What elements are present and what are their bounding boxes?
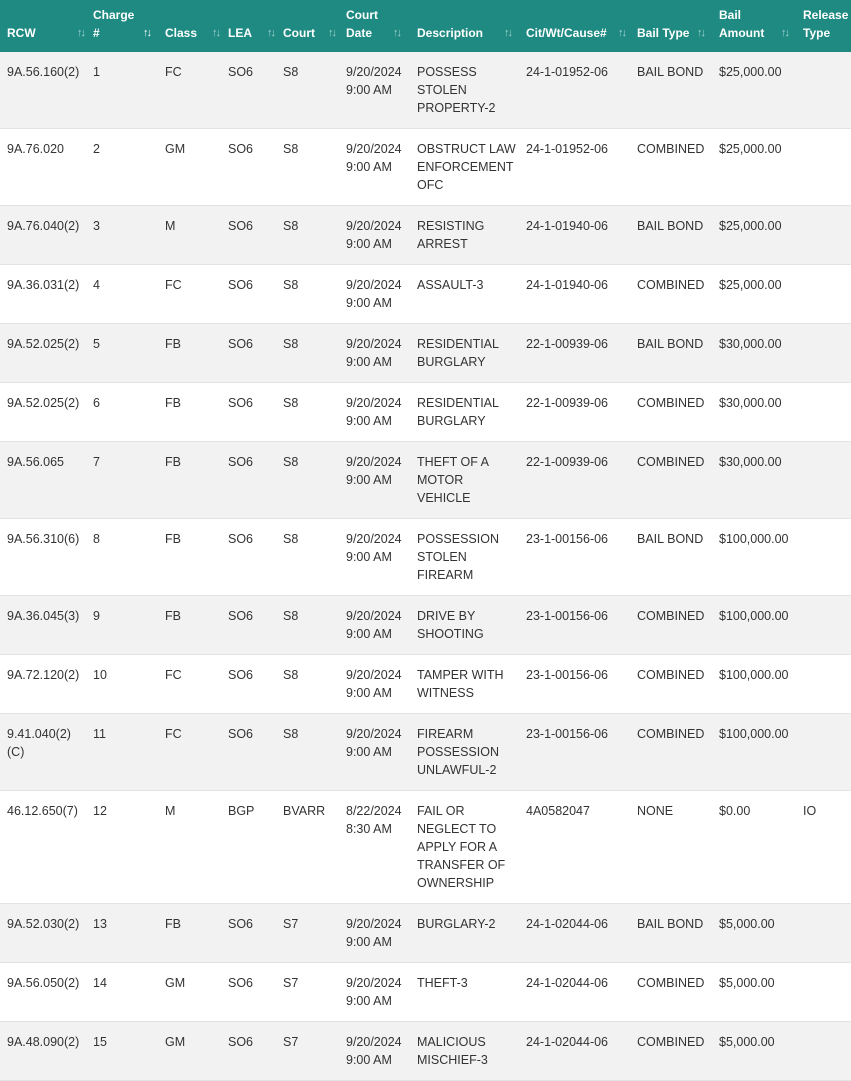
table-row <box>0 963 851 1022</box>
cell-charge: 5 <box>86 324 158 383</box>
cell-lea: SO6 <box>221 383 276 442</box>
cell-rcw: 46.12.650(7) <box>0 791 86 904</box>
sort-icon[interactable]: ↑↓ <box>781 27 788 39</box>
cell-description: FIREARM POSSESSION UNLAWFUL-2 <box>410 714 519 791</box>
cell-court-date: 9/20/2024 9:00 AM <box>339 1022 410 1081</box>
cell-rcw: 9A.76.040(2) <box>0 206 86 265</box>
sort-icon[interactable]: ↑↓ <box>618 27 625 39</box>
cell-release-type <box>796 383 851 442</box>
cell-court-date: 9/20/2024 9:00 AM <box>339 904 410 963</box>
cell-class: FC <box>158 52 221 129</box>
cell-court-date: 9/20/2024 9:00 AM <box>339 206 410 265</box>
cell-bail-amount: $25,000.00 <box>712 265 796 324</box>
cell-court: S8 <box>276 324 339 383</box>
cell-bail-amount: $30,000.00 <box>712 442 796 519</box>
table-row <box>0 265 851 324</box>
sort-icon[interactable]: ↑↓ <box>267 27 274 39</box>
cell-bail-type: COMBINED <box>630 383 712 442</box>
column-header-cit[interactable] <box>519 0 630 52</box>
cell-rcw: 9A.52.025(2) <box>0 324 86 383</box>
cell-description: POSSESS STOLEN PROPERTY-2 <box>410 52 519 129</box>
cell-lea: SO6 <box>221 129 276 206</box>
table-row <box>0 52 851 129</box>
cell-lea: BGP <box>221 791 276 904</box>
table-row <box>0 791 851 904</box>
cell-rcw: 9A.36.031(2) <box>0 265 86 324</box>
cell-description: MALICIOUS MISCHIEF-3 <box>410 1022 519 1081</box>
table-row <box>0 714 851 791</box>
cell-description: DRIVE BY SHOOTING <box>410 596 519 655</box>
cell-release-type <box>796 596 851 655</box>
cell-rcw: 9A.52.030(2) <box>0 904 86 963</box>
cell-rcw: 9A.36.045(3) <box>0 596 86 655</box>
cell-release-type <box>796 206 851 265</box>
cell-description: RESIDENTIAL BURGLARY <box>410 324 519 383</box>
column-header-label: Bail Amount <box>719 8 765 40</box>
cell-court: S8 <box>276 383 339 442</box>
cell-bail-type: NONE <box>630 791 712 904</box>
cell-charge: 1 <box>86 52 158 129</box>
cell-court: S7 <box>276 1022 339 1081</box>
cell-rcw: 9A.48.090(2) <box>0 1022 86 1081</box>
cell-description: BURGLARY-2 <box>410 904 519 963</box>
cell-release-type: IO <box>796 791 851 904</box>
table-row <box>0 519 851 596</box>
column-header-label: Cit/Wt/Cause# <box>526 26 607 40</box>
cell-court-date: 8/22/2024 8:30 AM <box>339 791 410 904</box>
cell-class: FC <box>158 714 221 791</box>
table-row <box>0 383 851 442</box>
cell-bail-amount: $25,000.00 <box>712 206 796 265</box>
cell-cit: 24-1-02044-06 <box>519 904 630 963</box>
cell-bail-amount: $5,000.00 <box>712 963 796 1022</box>
cell-description: THEFT-3 <box>410 963 519 1022</box>
sort-icon[interactable]: ↑↓ <box>697 27 704 39</box>
cell-cit: 24-1-01940-06 <box>519 206 630 265</box>
cell-cit: 24-1-02044-06 <box>519 1022 630 1081</box>
cell-release-type <box>796 655 851 714</box>
cell-cit: 23-1-00156-06 <box>519 596 630 655</box>
cell-release-type <box>796 129 851 206</box>
sort-icon[interactable]: ↑↓ <box>77 27 84 39</box>
cell-class: FB <box>158 596 221 655</box>
cell-release-type <box>796 1022 851 1081</box>
table-row <box>0 596 851 655</box>
column-header-label: Description <box>417 26 484 40</box>
cell-bail-type: COMBINED <box>630 714 712 791</box>
cell-lea: SO6 <box>221 714 276 791</box>
cell-cit: 23-1-00156-06 <box>519 655 630 714</box>
table-row <box>0 206 851 265</box>
cell-rcw: 9A.76.020 <box>0 129 86 206</box>
cell-court: S8 <box>276 596 339 655</box>
cell-court: S8 <box>276 265 339 324</box>
column-header-label: Court Date <box>346 8 378 40</box>
cell-release-type <box>796 904 851 963</box>
cell-bail-type: COMBINED <box>630 963 712 1022</box>
cell-rcw: 9A.56.050(2) <box>0 963 86 1022</box>
cell-charge: 4 <box>86 265 158 324</box>
cell-rcw: 9.41.040(2)(C) <box>0 714 86 791</box>
column-header-label: Class <box>165 26 198 40</box>
cell-charge: 14 <box>86 963 158 1022</box>
cell-lea: SO6 <box>221 206 276 265</box>
cell-cit: 24-1-02044-06 <box>519 963 630 1022</box>
cell-description: OBSTRUCT LAW ENFORCEMENT OFC <box>410 129 519 206</box>
cell-court-date: 9/20/2024 9:00 AM <box>339 655 410 714</box>
cell-cit: 23-1-00156-06 <box>519 714 630 791</box>
cell-charge: 3 <box>86 206 158 265</box>
header-row <box>0 0 851 52</box>
column-header-label: RCW <box>7 26 36 40</box>
cell-description: ASSAULT-3 <box>410 265 519 324</box>
cell-class: FB <box>158 324 221 383</box>
cell-rcw: 9A.56.160(2) <box>0 52 86 129</box>
cell-class: FB <box>158 904 221 963</box>
table-row <box>0 129 851 206</box>
cell-bail-amount: $0.00 <box>712 791 796 904</box>
cell-court: S8 <box>276 206 339 265</box>
cell-cit: 22-1-00939-06 <box>519 442 630 519</box>
cell-charge: 8 <box>86 519 158 596</box>
column-header-release-type[interactable] <box>796 0 851 52</box>
cell-description: TAMPER WITH WITNESS <box>410 655 519 714</box>
cell-bail-type: BAIL BOND <box>630 52 712 129</box>
cell-lea: SO6 <box>221 1022 276 1081</box>
cell-bail-amount: $100,000.00 <box>712 714 796 791</box>
cell-release-type <box>796 714 851 791</box>
cell-bail-amount: $100,000.00 <box>712 596 796 655</box>
cell-lea: SO6 <box>221 265 276 324</box>
cell-charge: 10 <box>86 655 158 714</box>
cell-rcw: 9A.56.065 <box>0 442 86 519</box>
table-body <box>0 52 851 1081</box>
cell-description: RESISTING ARREST <box>410 206 519 265</box>
table-header <box>0 0 851 52</box>
cell-lea: SO6 <box>221 52 276 129</box>
column-header-label: Charge # <box>93 8 135 40</box>
cell-class: GM <box>158 963 221 1022</box>
cell-description: RESIDENTIAL BURGLARY <box>410 383 519 442</box>
cell-court: S8 <box>276 52 339 129</box>
cell-class: M <box>158 206 221 265</box>
column-header-label: LEA <box>228 26 252 40</box>
cell-lea: SO6 <box>221 904 276 963</box>
cell-bail-type: BAIL BOND <box>630 324 712 383</box>
cell-release-type <box>796 442 851 519</box>
column-header-bail-amount[interactable] <box>712 0 796 52</box>
cell-bail-amount: $25,000.00 <box>712 52 796 129</box>
cell-court: S8 <box>276 714 339 791</box>
cell-charge: 13 <box>86 904 158 963</box>
column-header-court[interactable] <box>276 0 339 52</box>
cell-release-type <box>796 52 851 129</box>
cell-lea: SO6 <box>221 596 276 655</box>
cell-release-type <box>796 519 851 596</box>
cell-bail-type: BAIL BOND <box>630 904 712 963</box>
cell-class: FB <box>158 519 221 596</box>
cell-bail-amount: $100,000.00 <box>712 519 796 596</box>
cell-class: FC <box>158 265 221 324</box>
cell-court: S7 <box>276 904 339 963</box>
cell-class: FB <box>158 383 221 442</box>
cell-cit: 4A0582047 <box>519 791 630 904</box>
cell-bail-type: COMBINED <box>630 442 712 519</box>
sort-ascending-icon[interactable]: ↑↓ <box>143 27 150 39</box>
cell-rcw: 9A.52.025(2) <box>0 383 86 442</box>
sort-icon[interactable]: ↑↓ <box>328 27 335 39</box>
column-header-label: Bail Type <box>637 26 690 40</box>
cell-court-date: 9/20/2024 9:00 AM <box>339 519 410 596</box>
table-row <box>0 1022 851 1081</box>
cell-bail-amount: $5,000.00 <box>712 904 796 963</box>
cell-class: M <box>158 791 221 904</box>
cell-charge: 11 <box>86 714 158 791</box>
cell-court: BVARR <box>276 791 339 904</box>
cell-court-date: 9/20/2024 9:00 AM <box>339 383 410 442</box>
cell-release-type <box>796 324 851 383</box>
cell-court: S7 <box>276 963 339 1022</box>
cell-court-date: 9/20/2024 9:00 AM <box>339 129 410 206</box>
cell-rcw: 9A.56.310(6) <box>0 519 86 596</box>
cell-court: S8 <box>276 519 339 596</box>
column-header-description[interactable] <box>410 0 519 52</box>
cell-charge: 2 <box>86 129 158 206</box>
cell-bail-type: COMBINED <box>630 265 712 324</box>
cell-bail-type: COMBINED <box>630 655 712 714</box>
table-row <box>0 324 851 383</box>
table-row <box>0 904 851 963</box>
cell-bail-amount: $5,000.00 <box>712 1022 796 1081</box>
cell-charge: 6 <box>86 383 158 442</box>
cell-lea: SO6 <box>221 655 276 714</box>
column-header-court-date[interactable] <box>339 0 410 52</box>
cell-court-date: 9/20/2024 9:00 AM <box>339 963 410 1022</box>
cell-description: THEFT OF A MOTOR VEHICLE <box>410 442 519 519</box>
cell-court-date: 9/20/2024 9:00 AM <box>339 324 410 383</box>
cell-bail-amount: $100,000.00 <box>712 655 796 714</box>
cell-cit: 24-1-01952-06 <box>519 52 630 129</box>
cell-court-date: 9/20/2024 9:00 AM <box>339 442 410 519</box>
column-header-bail-type[interactable] <box>630 0 712 52</box>
column-header-label: Release Type <box>803 8 849 40</box>
table-row <box>0 655 851 714</box>
cell-lea: SO6 <box>221 442 276 519</box>
cell-cit: 24-1-01940-06 <box>519 265 630 324</box>
cell-cit: 23-1-00156-06 <box>519 519 630 596</box>
sort-icon[interactable]: ↑↓ <box>504 27 511 39</box>
column-header-class[interactable] <box>158 0 221 52</box>
cell-cit: 24-1-01952-06 <box>519 129 630 206</box>
cell-court: S8 <box>276 129 339 206</box>
sort-icon[interactable]: ↑↓ <box>212 27 219 39</box>
cell-rcw: 9A.72.120(2) <box>0 655 86 714</box>
cell-cit: 22-1-00939-06 <box>519 324 630 383</box>
cell-charge: 12 <box>86 791 158 904</box>
cell-class: GM <box>158 1022 221 1081</box>
column-header-rcw[interactable] <box>0 0 86 52</box>
cell-court-date: 9/20/2024 9:00 AM <box>339 714 410 791</box>
cell-lea: SO6 <box>221 324 276 383</box>
cell-court-date: 9/20/2024 9:00 AM <box>339 596 410 655</box>
cell-description: POSSESSION STOLEN FIREARM <box>410 519 519 596</box>
cell-bail-amount: $30,000.00 <box>712 324 796 383</box>
cell-charge: 7 <box>86 442 158 519</box>
cell-charge: 9 <box>86 596 158 655</box>
cell-lea: SO6 <box>221 963 276 1022</box>
cell-lea: SO6 <box>221 519 276 596</box>
column-header-lea[interactable] <box>221 0 276 52</box>
cell-description: FAIL OR NEGLECT TO APPLY FOR A TRANSFER OF OWNERSHIP <box>410 791 519 904</box>
cell-release-type <box>796 963 851 1022</box>
cell-charge: 15 <box>86 1022 158 1081</box>
column-header-label: Court <box>283 26 315 40</box>
cell-bail-type: BAIL BOND <box>630 519 712 596</box>
cell-court-date: 9/20/2024 9:00 AM <box>339 265 410 324</box>
column-header-charge[interactable] <box>86 0 158 52</box>
table-row <box>0 442 851 519</box>
cell-bail-type: COMBINED <box>630 129 712 206</box>
cell-court: S8 <box>276 655 339 714</box>
cell-class: FC <box>158 655 221 714</box>
cell-bail-amount: $30,000.00 <box>712 383 796 442</box>
cell-bail-amount: $25,000.00 <box>712 129 796 206</box>
cell-bail-type: BAIL BOND <box>630 206 712 265</box>
sort-icon[interactable]: ↑↓ <box>393 27 400 39</box>
cell-court-date: 9/20/2024 9:00 AM <box>339 52 410 129</box>
cell-class: FB <box>158 442 221 519</box>
cell-bail-type: COMBINED <box>630 596 712 655</box>
cell-release-type <box>796 265 851 324</box>
cell-cit: 22-1-00939-06 <box>519 383 630 442</box>
cell-bail-type: COMBINED <box>630 1022 712 1081</box>
cell-court: S8 <box>276 442 339 519</box>
cell-class: GM <box>158 129 221 206</box>
